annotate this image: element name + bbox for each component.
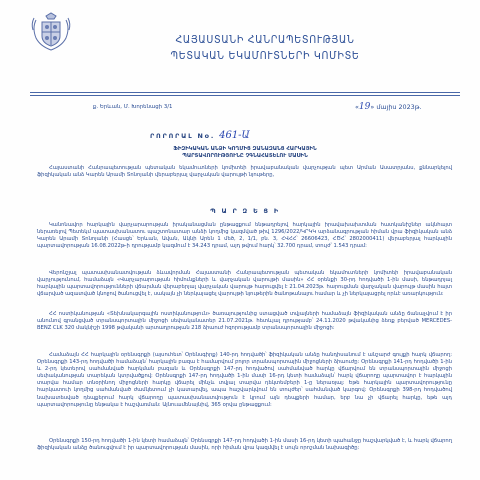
paragraph-1 — [37, 222, 452, 250]
document-date — [355, 102, 421, 112]
paragraph-3-text: ՀՀ ոստիկանության «Տեխնակարգային ոստիկանություն» ծառայությունից ստացված տվյալների համաձայն ֆիզիկական անձը ճանաչվում է իր անունով գրանցված տրանսպորտային միջոցի սեփականատեր 21.07.2021թ. հետևյալ դրությամբ՝ 24.11.2020 թվականից ձեռք բերված MERCEDES-BENZ CLK 320 մակնիշի 1998 թվականի արտադրության 218 ձիաուժ հզորությամբ տրանսպորտային միջոցի: — [37, 311, 452, 332]
order-title-line2: ՊԱՐՏԱՎՈՐՈՒԹՅՈՒՆԸ ՉԳՆԱՀԱՏԵԼՈՒ ՄԱՍԻՆ — [182, 153, 308, 160]
order-label: ՐՈՐՈՐԱԼ No. — [150, 132, 216, 140]
date-prefix: « — [355, 103, 359, 111]
office-address: ք. Երևան, Մ. Խորենացի 3/1 — [93, 104, 173, 110]
order-title — [60, 146, 430, 160]
paragraph-5-text: Օրենսգրքի 150-րդ հոդվածի 1-ին կետի համաձայն՝ Օրենսգրքի 147-րդ հոդվածի 1-ին մասի 16-րդ կետի պահանջը հաշվարկված է, և հարկ վճարող ֆիզիկական անձը ծանուցվում է իր պարտավորության մասին, որի հիման վրա կազմվել է սույն որոշման նախագիծը: — [37, 438, 452, 452]
paragraph-4 — [37, 352, 452, 409]
coat-of-arms-emblem-icon — [30, 12, 72, 54]
paragraph-3 — [37, 311, 452, 332]
paragraph-preamble-text: Հայաստանի Հանրապետության պետական եկամուտների կոմիտեի իրավաբանական վարչության պետ Արման Ասատրյանս, քննարկելով ֆիզիկական անձ Կարեն Արամի Տոնոյանի վերաբերյալ վարչական վարույթի նյութերը, — [37, 165, 452, 179]
paragraph-preamble — [37, 165, 452, 179]
paragraph-2-text: Վերոնշյալ պատասխանատվության ձևավորման Հայաստանի Հանրապետության պետական եկամուտների կոմիտեի իրավաբանական վարչությունում, համաձայն «Վարչարարության հիմունքների և վարչական վարույթի մասին» ՀՀ օրենքի 30-րդ հոդվածի 1-ին մասի, ենթադրյալ հարկային պարտավորությունների վճարման վերաբերյալ վարչական վարույթ հարուցվել է 21.04.2023թ. հարուցման վարչական վարույթ մասին հայտ վճարված ազատված կնոջով ծանուցվել է, սակայն չի ներկայացել վարույթի նյութերին ծանոթանալու համար և չի ներկայացրել որևէ առարկություն: — [37, 270, 452, 298]
header-divider-thick — [30, 92, 460, 93]
paragraph-4-text: Համաձայն ՀՀ հարկային օրենսգրքի (այսուհետ՝ Օրենսգիրք) 140-րդ հոդվածի՝ ֆիզիկական անձը հանդիսանում է անշարժ գույքի հարկ վճարող: Օրենսգրքի 143-րդ հոդվածի համաձայն՝ հարկային բազա է համարվում բոլոր տրանսպորտային միջոցների ձիաուժը: Օրենսգրքի 141-րդ հոդվածի 1-ին և 2-րդ կետերով սահմանված հարկման բազան և Օրենսգրքի 147-րդ հոդվածով սահմանված հարկը վճարվում են տրանսպորտային միջոցի սեփականության տարեկան կտրվածքով: Օրենսգրքի 147-րդ հոդվածի 1-ին մասի 16-րդ կետի համաձայն՝ հարկ վճարողը պարտավոր է հարկային տարվա համար տնօրինող միջոցների հարկը վճարել մինչև տվյալ տարվա դեկտեմբերի 1-ը ներառյալ: Եթե հարկային պարտավորությունը հարկատուի կողմից սահմանված ժամկետում չի կատարվել, ապա հաշվարկվում են տույժեր՝ սահմանված կարգով: Օրենսգրքի 398-րդ հոդվածով նախատեսված դեպքերում հարկ վճարողը պատասխանատվություն է կրում այն դեպքերի համար, երբ նա չի վճարել հարկը, եթե այդ պարտավորությունը ենթակա է հաշվառման: Այնուամենայնիվ, 365 օրվա ընթացքում: — [37, 352, 452, 408]
order-number — [150, 130, 320, 141]
order-number-handwritten: 461-Ա — [219, 130, 250, 141]
date-day-handwritten: 19 — [358, 102, 371, 112]
order-title-line1: ՖԻԶԻԿԱԿԱՆ ԱՆՁԻ ԿՈՂՄԻՑ ԶԱՆԱԶԱՆՑ ՀԱՐԿԱՅԻՆ — [173, 146, 317, 152]
paragraph-5 — [37, 438, 452, 452]
date-rest: » մայիս 2023թ. — [370, 103, 422, 111]
header-divider-thin — [30, 95, 460, 96]
org-name-line1: ՀԱՅԱՍՏԱՆԻ ՀԱՆՐԱՊԵՏՈՒԹՅԱՆ — [175, 34, 355, 46]
issuing-authority-header — [120, 32, 410, 64]
org-name-line2: ՊԵՏԱԿԱՆ ԵԿԱՄՈՒՏՆԵՐԻ ԿՈՄԻՏԵ — [170, 50, 360, 62]
paragraph-2 — [37, 270, 452, 298]
paragraph-1-text: Կանոնավոր հարկային վարչարարության իրականացման ընթացքում ենթադրելով հարկային իրավախախտման հատկանիշներ ակնհայտ ներառելով Պետեկմ պատասխանատու պաշտոնատար անձի կողմից կազմված թիվ 1296/2022/ԿՐԿԿ արձանագրության հիման վրա ֆիզիկական անձ Կարեն Արամի Տոնոյանի (Հասցե՝ Երևան, Ավան, Ակնի Արեն 1 մեծ, 2, 1/1, բն. 3, ՀՎՀՀ՝ 26606423, ՀԾՀ՝ 2802000411) վերաբերյալ հարկային պարտավորության 16.08.2022թ-ի դրությամբ կազմում է 34.243 դրամ, այդ թվում հարկ՝ 32.700 դրամ, տույժ՝ 1.543 դրամ: — [37, 222, 452, 250]
decision-heading: Պ Ա Ր Զ Ե Ց Ի — [210, 207, 280, 215]
